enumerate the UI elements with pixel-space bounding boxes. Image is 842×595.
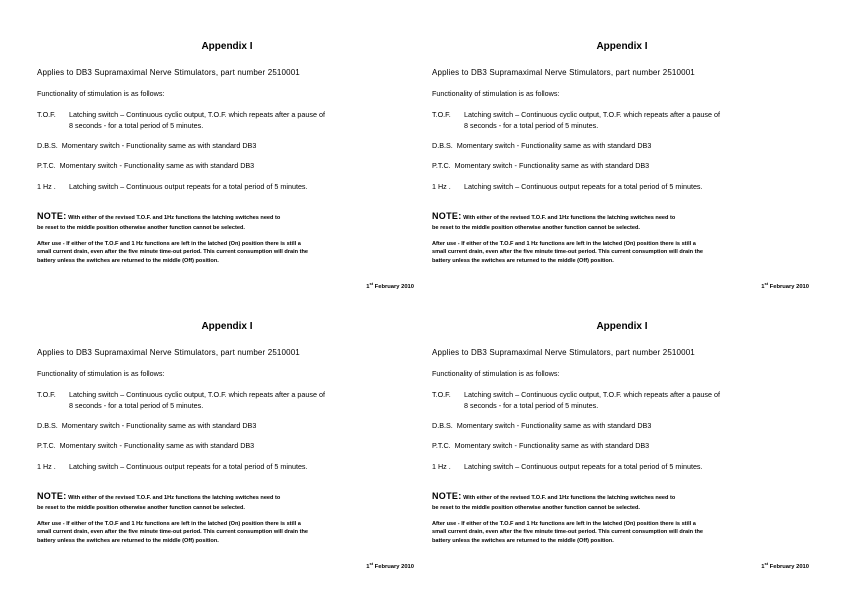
- after-use-line2: small current drain, even after the five minute time-out period. This current consumption will drain the: [37, 529, 309, 536]
- ptc-label: P.T.C.: [432, 161, 451, 170]
- hz-text: Latching switch – Continuous output repeats for a total period of 5 minutes.: [464, 462, 703, 471]
- date-day: 1: [761, 283, 765, 290]
- after-use-line3: battery unless the switches are returned to the middle (Off) position.: [432, 257, 614, 264]
- note-line1: With either of the revised T.O.F. and 1Hz functions the latching switches need to: [68, 215, 281, 221]
- after-use-line2: small current drain, even after the five minute time-out period. This current consumption will drain the: [432, 249, 704, 256]
- note-line1: With either of the revised T.O.F. and 1Hz functions the latching switches need to: [463, 495, 676, 501]
- dbs-label: D.B.S.: [37, 141, 58, 150]
- tof-label: T.O.F.: [432, 390, 451, 399]
- note-line2: be reset to the middle position otherwise another function cannot be selected.: [37, 504, 245, 511]
- note-line2: be reset to the middle position otherwise another function cannot be selected.: [37, 224, 245, 231]
- note-block: [37, 212, 280, 233]
- after-use-line3: battery unless the switches are returned to the middle (Off) position.: [37, 257, 219, 264]
- after-use-block: [37, 520, 417, 545]
- after-use-block: [432, 520, 812, 545]
- after-use-line3: battery unless the switches are returned to the middle (Off) position.: [432, 537, 614, 544]
- tof-row: [37, 390, 325, 410]
- note-block: [432, 492, 675, 513]
- hz-row: [432, 182, 703, 191]
- note-line2: be reset to the middle position otherwise another function cannot be selected.: [432, 224, 640, 231]
- date-day: 1: [366, 563, 370, 570]
- ptc-text: Momentary switch - Functionality same as with standard DB3: [454, 161, 650, 170]
- date-rest: February 2010: [373, 563, 414, 570]
- applies-to-text: Applies to DB3 Supramaximal Nerve Stimulators, part number 2510001: [37, 68, 300, 77]
- hz-row: [432, 462, 703, 471]
- date-day: 1: [761, 563, 765, 570]
- date-suffix: st: [369, 281, 374, 286]
- applies-to-text: Applies to DB3 Supramaximal Nerve Stimulators, part number 2510001: [432, 348, 695, 357]
- appendix-card-bottom-left: [37, 318, 417, 588]
- appendix-card-top-left: [37, 38, 417, 308]
- dbs-label: D.B.S.: [37, 421, 58, 430]
- ptc-row: [37, 161, 254, 170]
- note-line1: With either of the revised T.O.F. and 1Hz functions the latching switches need to: [68, 495, 281, 501]
- date-suffix: st: [764, 281, 769, 286]
- hz-label: 1 Hz .: [432, 462, 451, 471]
- tof-row: [432, 390, 720, 410]
- tof-line2: 8 seconds - for a total period of 5 minutes.: [69, 401, 204, 410]
- tof-row: [37, 110, 325, 130]
- note-line2: be reset to the middle position otherwise another function cannot be selected.: [432, 504, 640, 511]
- date-text: [761, 561, 809, 570]
- note-block: [432, 212, 675, 233]
- ptc-row: [432, 441, 649, 450]
- functionality-intro: Functionality of stimulation is as follows:: [37, 89, 165, 98]
- after-use-line2: small current drain, even after the five minute time-out period. This current consumption will drain the: [432, 529, 704, 536]
- appendix-title: Appendix I: [201, 41, 253, 52]
- ptc-label: P.T.C.: [432, 441, 451, 450]
- date-rest: February 2010: [373, 283, 414, 290]
- date-text: [366, 561, 414, 570]
- dbs-text: Momentary switch - Functionality same as with standard DB3: [61, 141, 257, 150]
- ptc-row: [432, 161, 649, 170]
- tof-label: T.O.F.: [37, 390, 56, 399]
- note-heading: NOTE:: [432, 211, 462, 221]
- dbs-row: [37, 141, 256, 150]
- note-block: [37, 492, 280, 513]
- after-use-line1: After use - If either of the T.O.F and 1 Hz functions are left in the latched (On) position there is still a: [432, 521, 696, 527]
- hz-label: 1 Hz .: [37, 182, 56, 191]
- appendix-title: Appendix I: [596, 41, 648, 52]
- dbs-row: [432, 421, 651, 430]
- tof-line1: Latching switch – Continuous cyclic output, T.O.F. which repeats after a pause of: [69, 390, 325, 399]
- date-suffix: st: [764, 561, 769, 566]
- dbs-label: D.B.S.: [432, 421, 453, 430]
- after-use-block: [432, 240, 812, 265]
- hz-row: [37, 182, 308, 191]
- date-text: [761, 281, 809, 290]
- tof-label: T.O.F.: [37, 110, 56, 119]
- dbs-text: Momentary switch - Functionality same as with standard DB3: [456, 141, 652, 150]
- hz-label: 1 Hz .: [432, 182, 451, 191]
- ptc-text: Momentary switch - Functionality same as with standard DB3: [59, 161, 255, 170]
- applies-to-text: Applies to DB3 Supramaximal Nerve Stimulators, part number 2510001: [432, 68, 695, 77]
- date-rest: February 2010: [768, 283, 809, 290]
- appendix-title: Appendix I: [596, 321, 648, 332]
- ptc-label: P.T.C.: [37, 161, 56, 170]
- functionality-intro: Functionality of stimulation is as follows:: [432, 89, 560, 98]
- ptc-text: Momentary switch - Functionality same as with standard DB3: [454, 441, 650, 450]
- appendix-card-bottom-right: [432, 318, 812, 588]
- hz-text: Latching switch – Continuous output repeats for a total period of 5 minutes.: [69, 462, 308, 471]
- appendix-card-top-right: [432, 38, 812, 308]
- dbs-text: Momentary switch - Functionality same as with standard DB3: [456, 421, 652, 430]
- date-day: 1: [366, 283, 370, 290]
- hz-text: Latching switch – Continuous output repeats for a total period of 5 minutes.: [464, 182, 703, 191]
- note-heading: NOTE:: [432, 491, 462, 501]
- note-line1: With either of the revised T.O.F. and 1Hz functions the latching switches need to: [463, 215, 676, 221]
- tof-row: [432, 110, 720, 130]
- after-use-line3: battery unless the switches are returned to the middle (Off) position.: [37, 537, 219, 544]
- applies-to-text: Applies to DB3 Supramaximal Nerve Stimulators, part number 2510001: [37, 348, 300, 357]
- note-heading: NOTE:: [37, 211, 67, 221]
- ptc-row: [37, 441, 254, 450]
- functionality-intro: Functionality of stimulation is as follows:: [37, 369, 165, 378]
- after-use-line1: After use - If either of the T.O.F and 1 Hz functions are left in the latched (On) position there is still a: [37, 521, 301, 527]
- appendix-title: Appendix I: [201, 321, 253, 332]
- after-use-line1: After use - If either of the T.O.F and 1 Hz functions are left in the latched (On) position there is still a: [37, 241, 301, 247]
- functionality-intro: Functionality of stimulation is as follows:: [432, 369, 560, 378]
- dbs-row: [432, 141, 651, 150]
- tof-line2: 8 seconds - for a total period of 5 minutes.: [69, 121, 204, 130]
- tof-line1: Latching switch – Continuous cyclic output, T.O.F. which repeats after a pause of: [69, 110, 325, 119]
- tof-line2: 8 seconds - for a total period of 5 minutes.: [464, 401, 599, 410]
- ptc-label: P.T.C.: [37, 441, 56, 450]
- hz-text: Latching switch – Continuous output repeats for a total period of 5 minutes.: [69, 182, 308, 191]
- after-use-block: [37, 240, 417, 265]
- tof-label: T.O.F.: [432, 110, 451, 119]
- date-suffix: st: [369, 561, 374, 566]
- tof-line1: Latching switch – Continuous cyclic output, T.O.F. which repeats after a pause of: [464, 390, 720, 399]
- tof-line2: 8 seconds - for a total period of 5 minutes.: [464, 121, 599, 130]
- hz-row: [37, 462, 308, 471]
- dbs-row: [37, 421, 256, 430]
- dbs-text: Momentary switch - Functionality same as with standard DB3: [61, 421, 257, 430]
- hz-label: 1 Hz .: [37, 462, 56, 471]
- dbs-label: D.B.S.: [432, 141, 453, 150]
- ptc-text: Momentary switch - Functionality same as with standard DB3: [59, 441, 255, 450]
- date-text: [366, 281, 414, 290]
- tof-line1: Latching switch – Continuous cyclic output, T.O.F. which repeats after a pause of: [464, 110, 720, 119]
- after-use-line2: small current drain, even after the five minute time-out period. This current consumption will drain the: [37, 249, 309, 256]
- date-rest: February 2010: [768, 563, 809, 570]
- note-heading: NOTE:: [37, 491, 67, 501]
- after-use-line1: After use - If either of the T.O.F and 1 Hz functions are left in the latched (On) position there is still a: [432, 241, 696, 247]
